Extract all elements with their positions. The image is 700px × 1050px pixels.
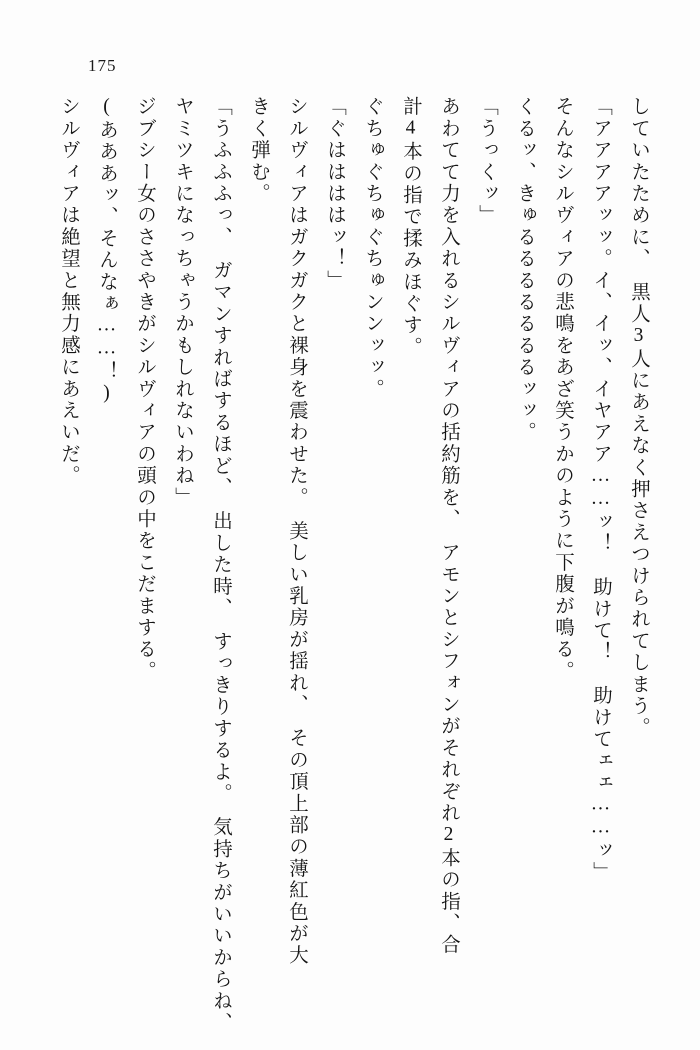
text-line: ぐちゅぐちゅぐちゅンンッッ。	[362, 96, 383, 400]
text-line: きく弾む。	[248, 96, 269, 205]
text-line: くるッ、きゅるるるるるるるッッ。	[514, 96, 535, 444]
text-line: そんなシルヴィアの悲鳴をあざ笑うかのように下腹が鳴る。	[552, 96, 573, 682]
text-line: シルヴィアは絶望と無力感にあえいだ。	[58, 96, 79, 487]
text-line: 「ぐははははッ！」	[324, 96, 345, 292]
text-line: 「うふふふっ、 ガマンすればするほど、 出した時、 すっきりするよ。 気持ちがいいからね、	[210, 96, 231, 1034]
text-line: 「アアアアッッ。イ、イッ、イヤアア……ッ！ 助けて！ 助けてェェ……ッ」	[590, 96, 611, 884]
text-line: シルヴィアはガクガクと裸身を震わせた。 美しい乳房が揺れ、 その頂上部の薄紅色が大	[286, 96, 307, 967]
text-line: 計4本の指で揉みほぐす。	[400, 96, 421, 358]
text-line: していたために、 黒人3人にあえなく押さえつけられてしまう。	[628, 96, 649, 739]
text-line: ヤミツキになっちゃうかもしれないわね」	[172, 96, 193, 509]
text-line: ジブシー女のささやきがシルヴィアの頭の中をこだまする。	[134, 96, 155, 682]
text-line: あわてて力を入れるシルヴィアの括約筋を、 アモンとシフォンがそれぞれ2本の指、合	[438, 96, 459, 956]
text-line: (あああッ、そんなぁ……！)	[96, 96, 117, 406]
text-line: 「うっくッ」	[476, 96, 497, 227]
vertical-text-body	[58, 96, 649, 1034]
page-number: 175	[88, 56, 117, 75]
